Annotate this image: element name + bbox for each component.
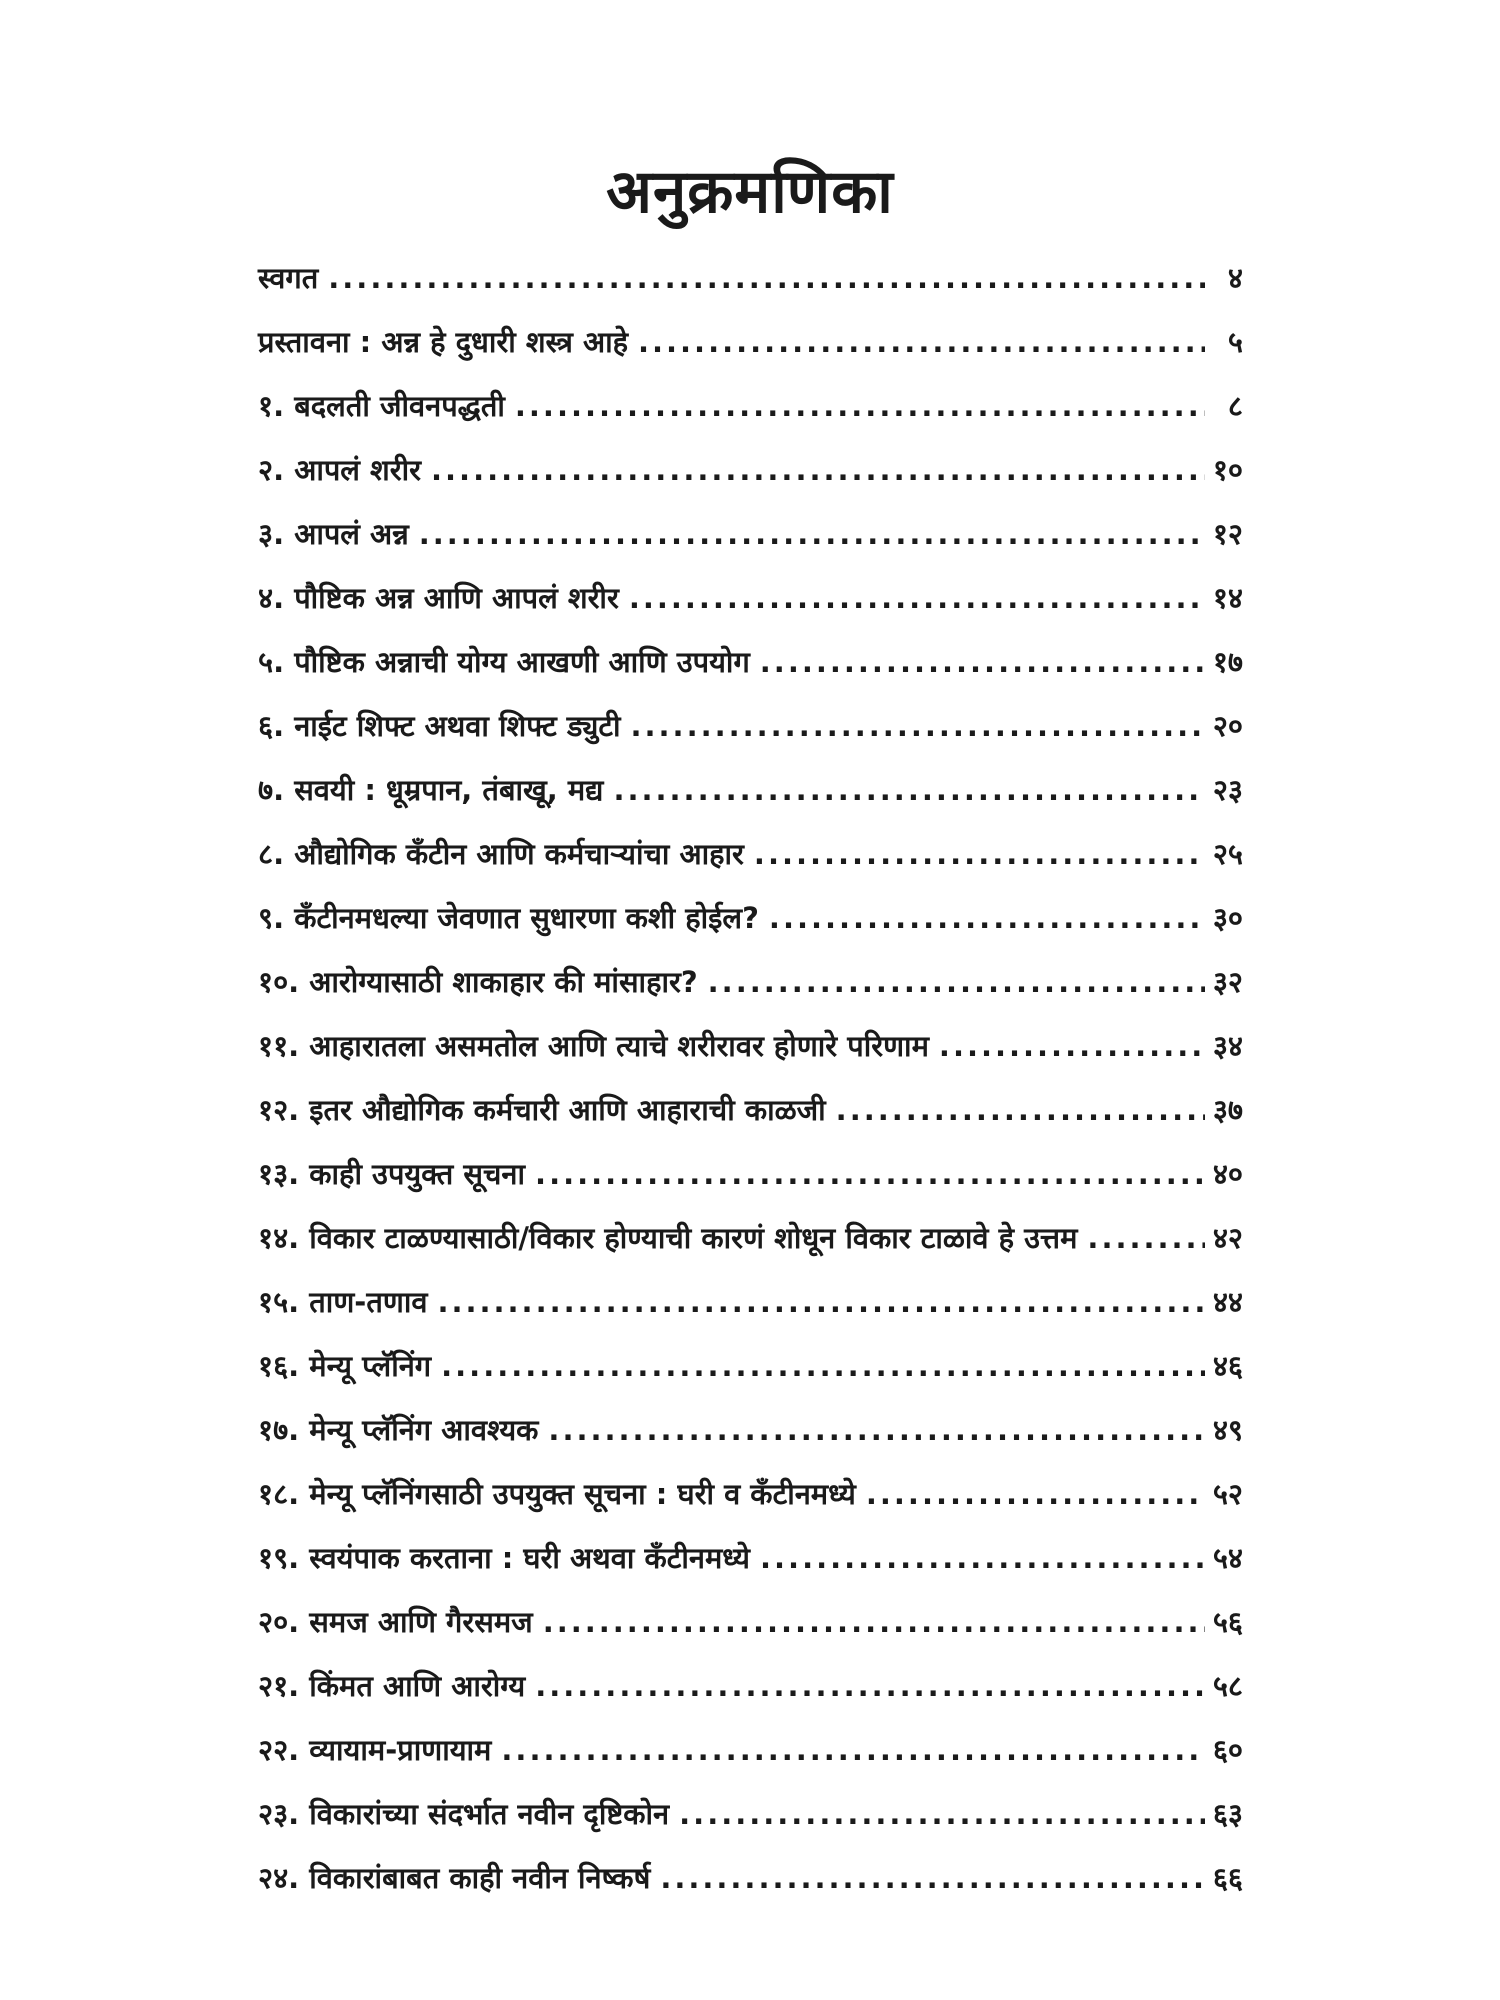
toc-entry	[258, 1090, 1243, 1154]
toc-entry-page-number: ४९	[1212, 1413, 1243, 1447]
dot-leader	[760, 645, 1205, 679]
dot-leader	[708, 965, 1205, 999]
toc-entry	[258, 1154, 1243, 1218]
dot-leader	[437, 1285, 1205, 1319]
dot-leader	[328, 261, 1205, 295]
dot-leader	[769, 901, 1205, 935]
toc-entry	[258, 1218, 1243, 1282]
toc-entry-page-number: १०	[1212, 453, 1243, 487]
toc-entry-page-number: ४२	[1212, 1221, 1243, 1255]
toc-entry	[258, 578, 1243, 642]
toc-entry-title: २१. किंमत आणि आरोग्य	[258, 1669, 526, 1703]
dot-leader	[501, 1733, 1205, 1767]
dot-leader	[543, 1605, 1205, 1639]
toc-entry	[258, 1026, 1243, 1090]
toc-entry-title: १९. स्वयंपाक करताना : घरी अथवा कँटीनमध्ये	[258, 1541, 751, 1575]
toc-entry-title: ११. आहारातला असमतोल आणि त्याचे शरीरावर होणारे परिणाम	[258, 1029, 929, 1063]
dot-leader	[441, 1349, 1205, 1383]
dot-leader	[836, 1093, 1205, 1127]
dot-leader	[535, 1157, 1205, 1191]
toc-entry-page-number: ६०	[1212, 1733, 1243, 1767]
toc-entry-page-number: ५२	[1212, 1477, 1243, 1511]
dot-leader	[679, 1797, 1205, 1831]
toc-entry-title: १७. मेन्यू प्लॅनिंग आवश्यक	[258, 1413, 539, 1447]
toc-entry-title: १६. मेन्यू प्लॅनिंग	[258, 1349, 432, 1383]
dot-leader	[419, 517, 1205, 551]
toc-entry-title: २. आपलं शरीर	[258, 453, 422, 487]
toc-entry-page-number: ३२	[1212, 965, 1243, 999]
dot-leader	[431, 453, 1205, 487]
toc-entry-page-number: २३	[1212, 773, 1243, 807]
toc-entry	[258, 1794, 1243, 1858]
toc-entry-title: ३. आपलं अन्न	[258, 517, 409, 551]
dot-leader	[866, 1477, 1205, 1511]
toc-entry	[258, 386, 1243, 450]
toc-entry-title: १८. मेन्यू प्लॅनिंगसाठी उपयुक्त सूचना : घरी व कँटीनमध्ये	[258, 1477, 856, 1511]
toc-entry-page-number: ३४	[1212, 1029, 1243, 1063]
toc-entry	[258, 1474, 1243, 1538]
toc-entry-title: १४. विकार टाळण्यासाठी/विकार होण्याची कारणं शोधून विकार टाळावे हे उत्तम	[258, 1221, 1078, 1255]
dot-leader	[515, 389, 1205, 423]
toc-entry-title: ८. औद्योगिक कँटीन आणि कर्मचाऱ्यांचा आहार	[258, 837, 744, 871]
toc-entry-title: २३. विकारांच्या संदर्भात नवीन दृष्टिकोन	[258, 1797, 670, 1831]
toc-entry-page-number: १२	[1212, 517, 1243, 551]
dot-leader	[613, 773, 1205, 807]
toc-entry-page-number: २५	[1212, 837, 1243, 871]
toc-entry-title: २४. विकारांबाबत काही नवीन निष्कर्ष	[258, 1861, 651, 1895]
toc-entry-page-number: ५६	[1212, 1605, 1243, 1639]
toc-entry-title: १२. इतर औद्योगिक कर्मचारी आणि आहाराची काळजी	[258, 1093, 826, 1127]
toc-entry-title: प्रस्तावना : अन्न हे दुधारी शस्त्र आहे	[258, 325, 628, 359]
page-title: अनुक्रमणिका	[606, 157, 894, 228]
toc-entry	[258, 962, 1243, 1026]
toc-entry	[258, 1666, 1243, 1730]
toc-entry	[258, 1410, 1243, 1474]
toc-entry-page-number: ४६	[1212, 1349, 1243, 1383]
dot-leader	[631, 709, 1206, 743]
dot-leader	[760, 1541, 1205, 1575]
toc-entry-page-number: ४४	[1212, 1285, 1243, 1319]
table-of-contents	[258, 258, 1243, 1922]
toc-entry-page-number: ४	[1227, 261, 1243, 295]
toc-entry-page-number: ४०	[1212, 1157, 1243, 1191]
dot-leader	[535, 1669, 1205, 1703]
dot-leader	[660, 1861, 1205, 1895]
dot-leader	[1087, 1221, 1205, 1255]
toc-entry	[258, 258, 1243, 322]
dot-leader	[548, 1413, 1205, 1447]
toc-entry	[258, 770, 1243, 834]
toc-entry-title: ४. पौष्टिक अन्न आणि आपलं शरीर	[258, 581, 619, 615]
toc-entry-page-number: ६३	[1212, 1797, 1243, 1831]
toc-entry-title: ५. पौष्टिक अन्नाची योग्य आखणी आणि उपयोग	[258, 645, 750, 679]
dot-leader	[638, 325, 1205, 359]
toc-entry-title: ७. सवयी : धूम्रपान, तंबाखू, मद्य	[258, 773, 604, 807]
toc-entry-page-number: ५८	[1212, 1669, 1243, 1703]
toc-entry-title: १३. काही उपयुक्त सूचना	[258, 1157, 526, 1191]
toc-entry	[258, 1282, 1243, 1346]
toc-entry	[258, 1858, 1243, 1922]
toc-entry-title: १०. आरोग्यासाठी शाकाहार की मांसाहार?	[258, 965, 698, 999]
toc-entry-title: २०. समज आणि गैरसमज	[258, 1605, 533, 1639]
toc-entry-title: १. बदलती जीवनपद्धती	[258, 389, 505, 423]
toc-entry-title: २२. व्यायाम-प्राणायाम	[258, 1733, 492, 1767]
toc-entry-page-number: ५	[1227, 325, 1243, 359]
toc-entry	[258, 642, 1243, 706]
toc-entry-page-number: ३०	[1212, 901, 1243, 935]
toc-entry-page-number: ५४	[1212, 1541, 1243, 1575]
toc-entry	[258, 1538, 1243, 1602]
toc-entry	[258, 1346, 1243, 1410]
toc-entry-page-number: ६६	[1212, 1861, 1243, 1895]
toc-entry	[258, 514, 1243, 578]
toc-entry	[258, 322, 1243, 386]
toc-entry-page-number: १७	[1212, 645, 1243, 679]
toc-entry-page-number: २०	[1212, 709, 1243, 743]
toc-entry-page-number: १४	[1212, 581, 1243, 615]
toc-entry-title: १५. ताण-तणाव	[258, 1285, 428, 1319]
toc-entry	[258, 1730, 1243, 1794]
toc-entry	[258, 706, 1243, 770]
toc-entry-page-number: ३७	[1212, 1093, 1243, 1127]
dot-leader	[629, 581, 1205, 615]
toc-entry	[258, 1602, 1243, 1666]
toc-entry-title: ९. कँटीनमधल्या जेवणात सुधारणा कशी होईल?	[258, 901, 759, 935]
toc-entry	[258, 898, 1243, 962]
toc-entry	[258, 450, 1243, 514]
toc-entry	[258, 834, 1243, 898]
toc-entry-title: स्वगत	[258, 261, 319, 295]
toc-entry-title: ६. नाईट शिफ्ट अथवा शिफ्ट ड्युटी	[258, 709, 621, 743]
toc-entry-page-number: ८	[1227, 389, 1243, 423]
dot-leader	[939, 1029, 1205, 1063]
dot-leader	[754, 837, 1205, 871]
